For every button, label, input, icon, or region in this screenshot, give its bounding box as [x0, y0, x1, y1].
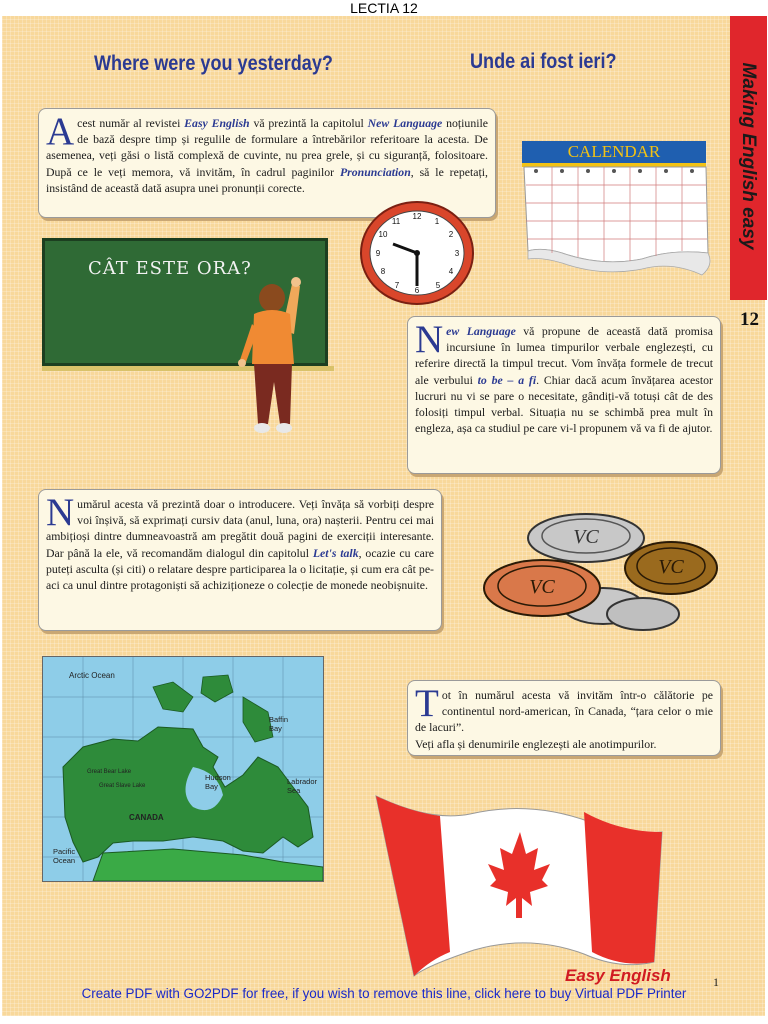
highlight-lets-talk: Let's talk [312, 545, 359, 560]
text: vă propune de această dată promisa incursiune în lumea timpurilor verbale englezești, cu referire directă la timpul trecut. Vom învăța formele de trecut ale verbului [415, 324, 713, 387]
go2pdf-footer-link[interactable]: Create PDF with GO2PDF for free, if you wish to remove this line, click here to buy Virtual PDF Printer [81, 986, 687, 1001]
svg-text:10: 10 [378, 230, 388, 239]
coin-monogram: VC [529, 576, 555, 598]
boy-at-board-icon [224, 264, 324, 436]
svg-text:12: 12 [412, 212, 422, 221]
text: , ocazie cu care puteți asculta (și citi) o relatare despre participarea la o licitație, și cum era cât pe-aci ca unul dintre protagoniști să achiziționeze o colecție de monede neobișnuite. [46, 545, 434, 593]
coin-monogram: VC [658, 556, 684, 578]
calendar-grid-icon [522, 141, 717, 276]
text: noțiunile de bază despre timp și regulile de formulare a întrebărilor referitoare la acesta. De asemenea, veți găsi o listă complexă de cuvinte, nu prea grele, și cu siguranță, folositoare. După ce le veți memora, vă invităm, în cadrul paginilor [46, 116, 489, 179]
dropcap: T [415, 682, 439, 725]
footer-page-number: 1 [713, 975, 719, 989]
side-tab-label: Making English easy [738, 62, 759, 250]
heading-english: Where were you yesterday? [94, 52, 333, 75]
text: umărul acesta vă prezintă doar o introducere. Veți învăța să vorbiți despre voi înșivă, să exprimați cursiv data (anul, luna, ora) nașterii. Pentru cei mai ambițioși dintre dumneavoastră am pregătit două pagini de exerciții interesante. Dar până la ele, vă recomandăm dialogul din capitolul [46, 497, 434, 560]
canada-textbox [407, 680, 721, 756]
svg-text:8: 8 [380, 267, 386, 276]
highlight-new-language: New Language [367, 116, 443, 130]
magazine-page [2, 16, 765, 1016]
heading-romanian: Unde ai fost ieri? [470, 50, 617, 73]
text: Veți afla și denumirile englezești ale anotimpurilor. [415, 736, 657, 751]
dropcap: A [46, 110, 75, 153]
calendar-illustration [522, 141, 717, 276]
map-label: Hudson Bay [205, 773, 231, 791]
text: vă prezintă la capitolul [249, 116, 368, 130]
page-number: 12 [740, 309, 759, 330]
svg-text:3: 3 [454, 249, 460, 258]
map-label: Great Slave Lake [99, 783, 146, 789]
canada-map [42, 656, 324, 882]
map-label: Baffin Bay [269, 715, 289, 733]
map-label: Great Bear Lake [87, 769, 132, 775]
svg-text:7: 7 [394, 281, 400, 290]
coins-icon [478, 510, 722, 634]
svg-text:2: 2 [448, 230, 454, 239]
dropcap: N [46, 491, 75, 534]
text: ot în numărul acesta vă invităm într-o călătorie pe continentul nord-american, în Canada, “țara celor o mie de lacuri”. [415, 688, 713, 735]
clock-icon [358, 200, 476, 306]
lesson-header: LECTIA 12 [350, 0, 418, 16]
canada-flag-icon [370, 792, 670, 982]
svg-text:9: 9 [375, 249, 381, 258]
text: , să le repetați, insistând de această dată asupra unei pronunții corecte. [46, 164, 488, 195]
map-label: Pacific Ocean [53, 847, 76, 865]
highlight-to-be: to be – a fi [477, 372, 537, 387]
svg-text:5: 5 [435, 281, 441, 290]
highlight-pronunciation: Pronunciation [339, 164, 411, 179]
highlight-easy-english: Easy English [184, 116, 250, 130]
highlight-new-language: ew Language [446, 324, 516, 338]
map-label: Labrador Sea [287, 777, 318, 795]
calendar-label: CALENDAR [522, 141, 706, 167]
coin-monogram: VC [573, 526, 599, 548]
text: . Chiar dacă acum învățarea acestor lucruri nu vi se pare o necesitate, gândiți-vă totuși cât de des folosiți timpul verbal. Situația nu se schimbă prea mult în engleza, așa ca studiul pe care vi-l propunem vă va fi de ajutor. [415, 372, 713, 436]
text: cest număr al revistei [77, 116, 185, 130]
svg-text:6: 6 [414, 286, 420, 295]
blackboard-text: CÂT ESTE ORA? [88, 258, 252, 279]
new-language-textbox [407, 316, 721, 474]
svg-text:11: 11 [391, 217, 401, 226]
easy-english-logo: Easy English [565, 966, 671, 985]
svg-text:1: 1 [434, 217, 440, 226]
svg-text:4: 4 [448, 267, 454, 276]
map-label: Arctic Ocean [69, 671, 115, 680]
map-label: CANADA [129, 813, 164, 822]
dropcap: N [415, 318, 444, 361]
lets-talk-textbox [38, 489, 442, 631]
